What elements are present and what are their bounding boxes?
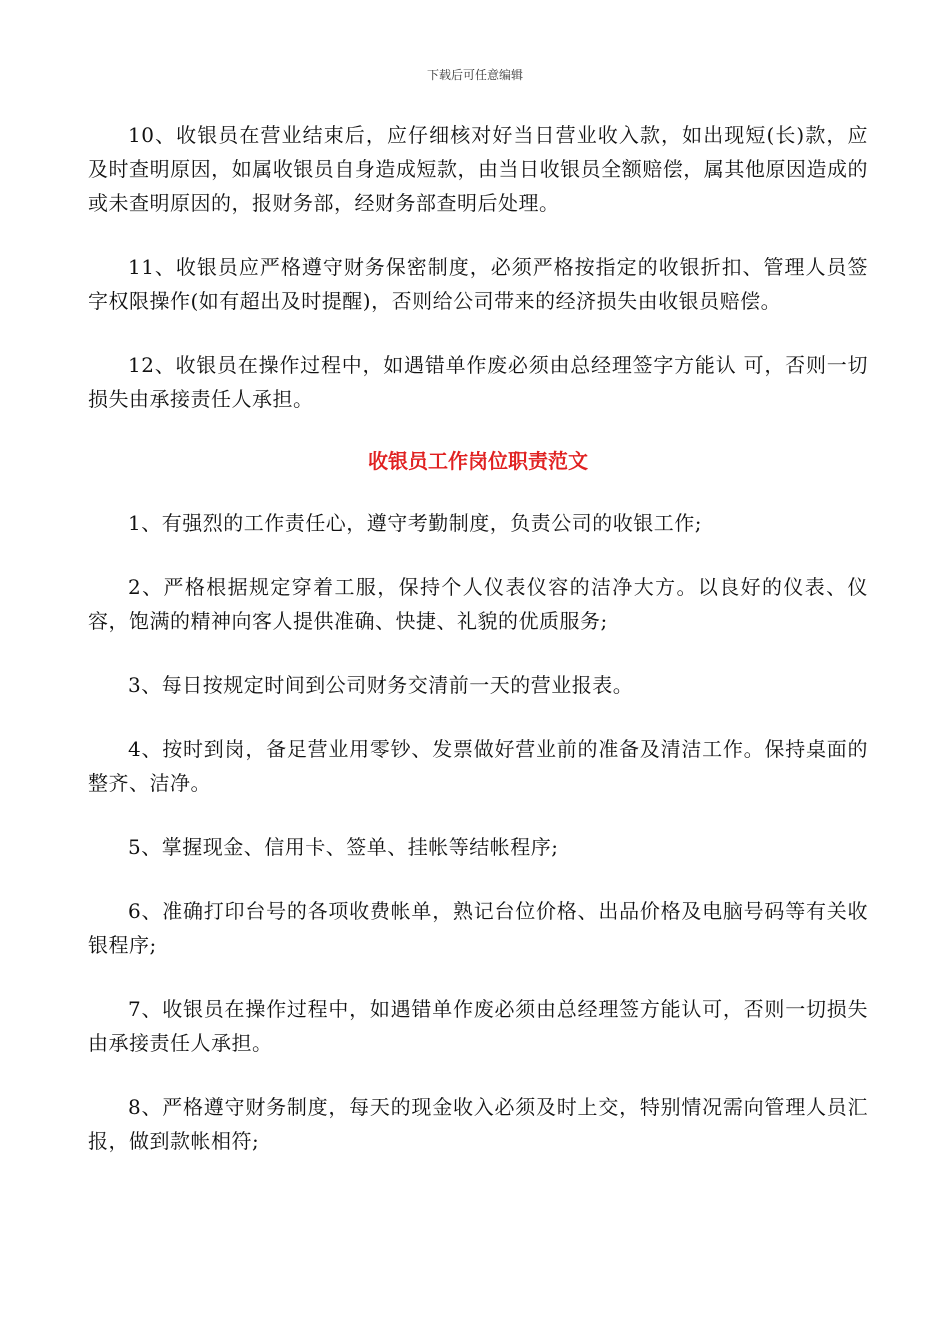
paragraph-10: 10、收银员在营业结束后，应仔细核对好当日营业收入款，如出现短(长)款，应及时查明原因，如属收银员自身造成短款，由当日收银员全额赔偿，属其他原因造成的或未查明原因的，报财务部，经财务部查明后处理。: [88, 123, 868, 215]
paragraph-12: 12、收银员在操作过程中，如遇错单作废必须由总经理签字方能认 可，否则一切损失由承接责任人承担。: [88, 353, 868, 411]
duty-item-6: 6、准确打印台号的各项收费帐单，熟记台位价格、出品价格及电脑号码等有关收银程序;: [88, 899, 868, 957]
duty-item-3: 3、每日按规定时间到公司财务交清前一天的营业报表。: [128, 673, 634, 697]
duty-item-1: 1、有强烈的工作责任心，遵守考勤制度，负责公司的收银工作;: [128, 511, 702, 535]
duty-item-8: 8、严格遵守财务制度，每天的现金收入必须及时上交，特别情况需向管理人员汇报，做到款帐相符;: [88, 1095, 868, 1153]
duty-item-7: 7、收银员在操作过程中，如遇错单作废必须由总经理签方能认可，否则一切损失由承接责任人承担。: [88, 997, 868, 1055]
section-title: 收银员工作岗位职责范文: [368, 449, 588, 473]
document-body: [88, 118, 868, 1188]
duty-item-4: 4、按时到岗，备足营业用零钞、发票做好营业前的准备及清洁工作。保持桌面的整齐、洁净。: [88, 737, 868, 795]
paragraph-11: 11、收银员应严格遵守财务保密制度，必须严格按指定的收银折扣、管理人员签字权限操作(如有超出及时提醒)，否则给公司带来的经济损失由收银员赔偿。: [88, 255, 868, 313]
duty-item-2: 2、严格根据规定穿着工服，保持个人仪表仪容的洁净大方。以良好的仪表、仪容，饱满的精神向客人提供准确、快捷、礼貌的优质服务;: [88, 575, 868, 633]
page-header: 下载后可任意编辑: [426, 68, 523, 82]
duty-item-5: 5、掌握现金、信用卡、签单、挂帐等结帐程序;: [128, 835, 559, 859]
